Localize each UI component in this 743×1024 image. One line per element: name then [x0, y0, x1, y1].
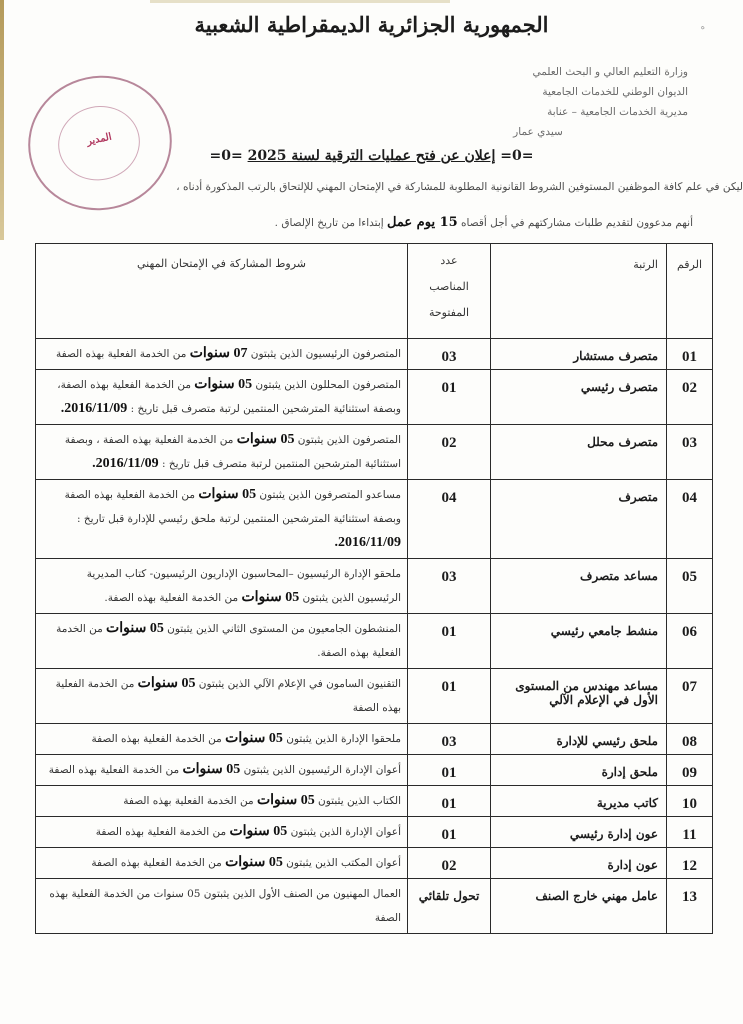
row-rank: عون إدارة رئيسي — [491, 817, 667, 848]
row-rank: متصرف محلل — [491, 425, 667, 480]
header-rank: الرتبة — [491, 244, 667, 339]
row-number: 12 — [667, 848, 713, 879]
country-header: الجمهورية الجزائرية الديمقراطية الشعبية — [194, 12, 549, 37]
row-conditions — [36, 879, 408, 934]
location-name: سيدي عمار — [513, 126, 563, 138]
condition-service: من الخدمة الفعلية بهذه الصفة — [91, 857, 222, 869]
required-years: 05 سنوات — [137, 676, 196, 691]
row-rank: متصرف رئيسي — [491, 370, 667, 425]
row-conditions — [36, 425, 408, 480]
required-years: 05 سنوات — [256, 793, 315, 808]
title-prefix: =0= — [500, 148, 534, 164]
ministry-name: وزارة التعليم العالي و البحث العلمي — [532, 66, 688, 78]
row-number: 08 — [667, 724, 713, 755]
row-number: 10 — [667, 786, 713, 817]
row-number: 13 — [667, 879, 713, 934]
row-open-positions: 01 — [408, 817, 491, 848]
row-rank: مساعد متصرف — [491, 559, 667, 614]
intro-line-2-start: أنهم مدعوون لتقديم طلبات مشاركتهم في أجل أقصاه — [461, 217, 693, 229]
row-conditions — [36, 559, 408, 614]
required-years: 07 سنوات — [189, 346, 248, 361]
official-stamp — [16, 62, 185, 223]
table-row — [36, 559, 713, 614]
row-rank: منشط جامعي رئيسي — [491, 614, 667, 669]
table-row — [36, 755, 713, 786]
title-suffix: =0= — [209, 148, 243, 164]
row-open-positions: 02 — [408, 425, 491, 480]
condition-exception: استثنائية المترشحين المنتمين لرتبة متصرف قبل تاريخ : — [161, 458, 401, 470]
condition-text: المتصرفون الذين يثبتون — [297, 434, 401, 446]
condition-service: من الخدمة الفعلية بهذه الصفة، — [57, 379, 191, 391]
table-row — [36, 786, 713, 817]
header-count-line-2: المناصب — [429, 281, 469, 293]
row-conditions — [36, 480, 408, 559]
required-years: 05 سنوات — [236, 432, 295, 447]
row-rank: متصرف مستشار — [491, 339, 667, 370]
required-years: 05 سنوات — [241, 590, 300, 605]
title-text: إعلان عن فتح عمليات الترقية لسنة 2025 — [247, 148, 496, 164]
row-open-positions: 03 — [408, 559, 491, 614]
required-years: 05 سنوات — [229, 824, 288, 839]
condition-text: التقنيون السامون في الإعلام الآلي الذين يثبتون — [198, 678, 401, 690]
condition-service: من الخدمة الفعلية بهذه الصفة — [123, 795, 254, 807]
row-number: 01 — [667, 339, 713, 370]
directorate-name: مديرية الخدمات الجامعية – عنابة — [547, 106, 688, 118]
table-row — [36, 879, 713, 934]
row-rank: ملحق رئيسي للإدارة — [491, 724, 667, 755]
condition-text: المتصرفون الرئيسيون الذين يثبتون — [250, 348, 401, 360]
condition-service: من الخدمة الفعلية بهذه الصفة — [64, 489, 195, 501]
row-open-positions: 01 — [408, 614, 491, 669]
row-rank: كاتب مديرية — [491, 786, 667, 817]
row-open-positions: 01 — [408, 755, 491, 786]
row-conditions — [36, 669, 408, 724]
cutoff-date: 2016/11/09. — [334, 535, 401, 550]
condition-text: الكتاب الذين يثبتون — [318, 795, 401, 807]
row-number: 03 — [667, 425, 713, 480]
condition-service: من الخدمة الفعلية بهذه الصفة — [91, 733, 222, 745]
row-number: 07 — [667, 669, 713, 724]
table-row — [36, 817, 713, 848]
cutoff-date: 2016/11/09. — [92, 456, 159, 471]
row-open-positions: 03 — [408, 339, 491, 370]
condition-service: من الخدمة الفعلية بهذه الصفة ، وبصفة — [64, 434, 234, 446]
condition-text: المنشطون الجامعيون من المستوى الثاني الذين يثبتون — [167, 623, 401, 635]
row-conditions — [36, 614, 408, 669]
row-conditions — [36, 724, 408, 755]
row-conditions — [36, 817, 408, 848]
row-number: 06 — [667, 614, 713, 669]
row-number: 04 — [667, 480, 713, 559]
row-open-positions: 03 — [408, 724, 491, 755]
office-name: الديوان الوطني للخدمات الجامعية — [542, 86, 688, 98]
condition-text: أعوان الإدارة الذين يثبتون — [290, 826, 401, 838]
stamp-text: المدير — [85, 131, 113, 148]
header-count-line-3: المفتوحة — [428, 307, 470, 319]
table-row — [36, 480, 713, 559]
announcement-title — [0, 148, 743, 164]
condition-service: من الخدمة الفعلية بهذه الصفة — [48, 764, 180, 776]
row-open-positions: تحول تلقائي — [408, 879, 491, 934]
intro-line-1: ليكن في علم كافة الموظفين المستوفين الشروط القانونية المطلوبة للمشاركة في الإمتحان المهني للإلتحاق بالرتب المذكورة أدناه ، — [176, 181, 743, 193]
condition-exception: وبصفة استثنائية المترشحين المنتمين لرتبة ملحق رئيسي للإدارة قبل تاريخ : — [76, 513, 401, 525]
condition-text: أعوان الإدارة الرئيسيون الذين يثبتون — [243, 764, 401, 776]
row-conditions — [36, 755, 408, 786]
row-number: 02 — [667, 370, 713, 425]
header-count-line-1: عدد — [440, 255, 458, 267]
required-years: 05 سنوات — [182, 762, 241, 777]
intro-line-2 — [275, 215, 693, 230]
deadline-days: 15 يوم عمل — [387, 215, 458, 230]
condition-service: من الخدمة الفعلية بهذه الصفة — [95, 826, 227, 838]
row-rank: مساعد مهندس من المستوى الأول في الإعلام الآلي — [491, 669, 667, 724]
condition-text: المتصرفون المحللون الذين يثبتون — [255, 379, 401, 391]
row-rank: متصرف — [491, 480, 667, 559]
row-conditions — [36, 370, 408, 425]
required-years: 05 سنوات — [194, 377, 253, 392]
condition-text: ملحقوا الإدارة الذين يثبتون — [286, 733, 401, 745]
condition-service: من الخدمة الفعلية بهذه الصفة — [56, 348, 187, 360]
row-number: 11 — [667, 817, 713, 848]
header-open-positions — [408, 244, 491, 339]
required-years: 05 سنوات — [225, 731, 283, 746]
row-open-positions: 02 — [408, 848, 491, 879]
condition-service: من الخدمة الفعلية بهذه الصفة. — [56, 623, 401, 659]
table-row — [36, 669, 713, 724]
row-open-positions: 01 — [408, 370, 491, 425]
row-conditions — [36, 786, 408, 817]
condition-service: من الخدمة الفعلية بهذه الصفة — [55, 678, 401, 714]
condition-exception: وبصفة استثنائية المترشحين المنتمين لرتبة متصرف قبل تاريخ : — [130, 403, 401, 415]
condition-text: ملحقو الإدارة الرئيسيون –المحاسبون الإداريون الرئيسيون- كتاب المديرية الرئيسيون الذين يثبتون — [86, 568, 401, 604]
table-row — [36, 724, 713, 755]
photo-page-edge-top — [150, 0, 450, 3]
corner-mark: ه — [700, 22, 705, 31]
table-row — [36, 614, 713, 669]
row-conditions — [36, 848, 408, 879]
table-row — [36, 370, 713, 425]
header-number: الرقم — [667, 244, 713, 339]
required-years: 05 سنوات — [106, 621, 164, 636]
intro-line-2-end: إبتداءا من تاريخ الإلصاق . — [274, 217, 384, 229]
administration-block — [428, 62, 688, 142]
row-number: 05 — [667, 559, 713, 614]
condition-text: العمال المهنيون من الصنف الأول الذين يثبتون 05 سنوات من الخدمة الفعلية بهذه الصفة — [49, 888, 401, 924]
row-open-positions: 04 — [408, 480, 491, 559]
condition-service: من الخدمة الفعلية بهذه الصفة. — [104, 592, 239, 604]
row-open-positions: 01 — [408, 786, 491, 817]
row-rank: عون إدارة — [491, 848, 667, 879]
table-header-row — [36, 244, 713, 339]
condition-text: أعوان المكتب الذين يثبتون — [286, 857, 401, 869]
row-number: 09 — [667, 755, 713, 786]
required-years: 05 سنوات — [225, 855, 283, 870]
required-years: 05 سنوات — [198, 487, 257, 502]
condition-text: مساعدو المتصرفون الذين يثبتون — [259, 489, 401, 501]
row-open-positions: 01 — [408, 669, 491, 724]
table-row — [36, 848, 713, 879]
row-conditions — [36, 339, 408, 370]
promotion-table — [35, 243, 713, 934]
table-row — [36, 339, 713, 370]
row-rank: ملحق إدارة — [491, 755, 667, 786]
row-rank: عامل مهني خارج الصنف — [491, 879, 667, 934]
table-row — [36, 425, 713, 480]
header-conditions: شروط المشاركة في الإمتحان المهني — [36, 244, 408, 339]
cutoff-date: 2016/11/09. — [60, 401, 128, 416]
